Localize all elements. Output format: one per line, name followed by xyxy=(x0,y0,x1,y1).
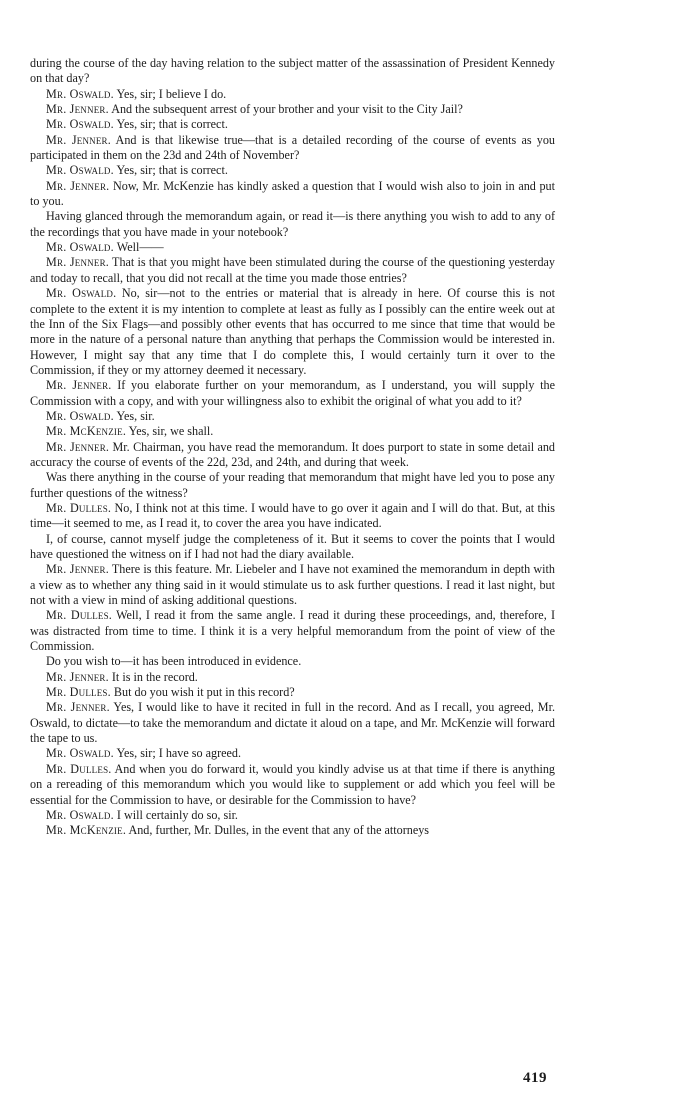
paragraph-text: And is that likewise true—that is a detailed recording of the course of events as you participated in them on the 23d and 24th of November? xyxy=(30,132,556,163)
testimony-paragraph xyxy=(30,409,555,424)
speaker-name: Mr. Jenner. xyxy=(46,132,111,147)
paragraph-text: It is in the record. xyxy=(111,669,198,684)
testimony-paragraph xyxy=(30,255,555,286)
paragraph-text: Yes, sir, we shall. xyxy=(128,424,214,439)
testimony-paragraph xyxy=(30,240,555,255)
paragraph-text: Having glanced through the memorandum again, or read it—is there anything you wish to add to any of the recordings that you have made in your notebook? xyxy=(30,209,555,239)
paragraph-text: Well, I read it from the same angle. I read it during these proceedings, and, therefore, I was distracted from time to time. I think it is a very helpful memorandum from the point of view of the Commission. xyxy=(30,608,555,654)
speaker-name: Mr. Dulles. xyxy=(46,685,111,700)
testimony-paragraph xyxy=(30,501,555,532)
paragraph-text: I will certainly do so, sir. xyxy=(116,807,238,822)
speaker-name: Mr. Oswald. xyxy=(46,807,114,822)
speaker-name: Mr. Jenner. xyxy=(46,378,112,393)
testimony-paragraph xyxy=(30,670,555,685)
testimony-paragraph xyxy=(30,117,555,132)
testimony-paragraph xyxy=(30,440,555,471)
testimony-paragraph xyxy=(30,608,555,654)
testimony-paragraph xyxy=(30,87,555,102)
speaker-name: Mr. Dulles. xyxy=(46,500,112,515)
testimony-paragraph xyxy=(30,532,555,563)
paragraph-text: Yes, I would like to have it recited in full in the record. And as I recall, you agreed, Mr. Oswald, to dictate—to take the memorandum and dictate it aloud on a tape, and Mr. McKenzie will forward the tape to us. xyxy=(30,700,555,746)
speaker-name: Mr. Oswald. xyxy=(46,746,114,761)
speaker-name: Mr. Oswald. xyxy=(46,86,114,101)
testimony-paragraph xyxy=(30,470,555,501)
paragraph-text: And when you do forward it, would you kindly advise us at that time if there is anything on a rereading of this memorandum which you would like to supplement or add which you feel will be essential for the Commission to have, or desirable for the Commission to have? xyxy=(30,761,555,807)
paragraph-text: Yes, sir; that is correct. xyxy=(116,163,228,178)
speaker-name: Mr. McKenzie. xyxy=(46,424,127,439)
testimony-paragraph xyxy=(30,286,555,378)
speaker-name: Mr. Jenner. xyxy=(46,562,109,577)
testimony-paragraph xyxy=(30,746,555,761)
paragraph-text: Mr. Chairman, you have read the memorandum. It does purport to state in some detail and accuracy the course of events of the 22d, 23d, and 24th, and during that week. xyxy=(30,439,555,469)
speaker-name: Mr. McKenzie. xyxy=(46,823,127,838)
testimony-paragraph xyxy=(30,209,555,240)
page-number: 419 xyxy=(523,1070,547,1086)
paragraph-text: during the course of the day having relation to the subject matter of the assassination of President Kennedy on that day? xyxy=(30,56,555,86)
speaker-name: Mr. Jenner. xyxy=(46,102,109,117)
paragraph-text: Yes, sir; that is correct. xyxy=(116,117,228,132)
paragraph-text: Yes, sir; I have so agreed. xyxy=(116,746,241,761)
speaker-name: Mr. Dulles. xyxy=(46,608,113,623)
testimony-paragraph xyxy=(30,685,555,700)
testimony-paragraph xyxy=(30,378,555,409)
testimony-paragraph xyxy=(30,700,555,746)
speaker-name: Mr. Oswald. xyxy=(46,286,117,301)
testimony-paragraph xyxy=(30,654,555,669)
testimony-paragraph xyxy=(30,102,555,117)
speaker-name: Mr. Jenner. xyxy=(46,178,110,193)
testimony-paragraph xyxy=(30,808,555,823)
paragraph-text: Was there anything in the course of your reading that memorandum that might have led you to pose any further questions of the witness? xyxy=(30,470,555,500)
paragraph-text: No, sir—not to the entries or material that is already in here. Of course this is not complete to the extent it is my intention to complete at least as fully as I possibly can the entire week out at the Inn of the Six Flags—and possibly other events that has occurred to me since that time that would be more in the nature of a personal nature than anything that perhaps the Commission would be interested in. However, I might say that any time that I do complete this, I would certainly turn it over to the Commission, if they or my attorney deemed it necessary. xyxy=(30,286,555,377)
speaker-name: Mr. Oswald. xyxy=(46,117,114,132)
paragraph-text: No, I think not at this time. I would have to go over it again and I will do that. But, at this time—it seemed to me, as I read it, to cover the area you have indicated. xyxy=(30,500,555,531)
document-page xyxy=(30,56,555,1096)
speaker-name: Mr. Oswald. xyxy=(46,240,114,255)
paragraph-text: Yes, sir. xyxy=(116,408,155,423)
paragraph-text: There is this feature. Mr. Liebeler and I have not examined the memorandum in depth with a view as to whether any thing said in it would stimulate us to ask further questions. I read it last night, but not with a view in mind of asking additional questions. xyxy=(30,562,555,608)
testimony-paragraph xyxy=(30,424,555,439)
testimony-paragraph xyxy=(30,179,555,210)
speaker-name: Mr. Jenner. xyxy=(46,439,110,454)
testimony-paragraph xyxy=(30,823,555,838)
speaker-name: Mr. Jenner. xyxy=(46,255,110,270)
paragraph-text: If you elaborate further on your memorandum, as I understand, you will supply the Commission with a copy, and with your willingness also to exhibit the original of what you add to it? xyxy=(30,378,555,408)
speaker-name: Mr. Jenner. xyxy=(46,669,109,684)
testimony-paragraph xyxy=(30,562,555,608)
paragraph-text: Well—— xyxy=(116,240,164,255)
paragraph-text: But do you wish it put in this record? xyxy=(113,685,295,700)
testimony-paragraph xyxy=(30,133,555,164)
speaker-name: Mr. Jenner. xyxy=(46,700,110,715)
paragraph-text: I, of course, cannot myself judge the completeness of it. But it seems to cover the points that I would have questioned the witness on if I had not had the diary available. xyxy=(30,531,555,561)
paragraph-text: Yes, sir; I believe I do. xyxy=(116,86,227,101)
testimony-paragraph xyxy=(30,163,555,178)
testimony-paragraph xyxy=(30,56,555,87)
paragraph-text: Now, Mr. McKenzie has kindly asked a question that I would wish also to join in and put to you. xyxy=(30,178,555,209)
paragraph-text: That is that you might have been stimulated during the course of the questioning yesterday and today to recall, that you did not recall at the time you made those entries? xyxy=(30,255,555,285)
speaker-name: Mr. Oswald. xyxy=(46,408,114,423)
paragraph-text: And, further, Mr. Dulles, in the event that any of the attorneys xyxy=(128,823,430,838)
testimony-paragraph xyxy=(30,762,555,808)
paragraph-text: And the subsequent arrest of your brother and your visit to the City Jail? xyxy=(111,102,463,117)
paragraph-text: Do you wish to—it has been introduced in evidence. xyxy=(46,654,302,669)
speaker-name: Mr. Dulles. xyxy=(46,761,112,776)
speaker-name: Mr. Oswald. xyxy=(46,163,114,178)
testimony-text xyxy=(30,56,555,839)
